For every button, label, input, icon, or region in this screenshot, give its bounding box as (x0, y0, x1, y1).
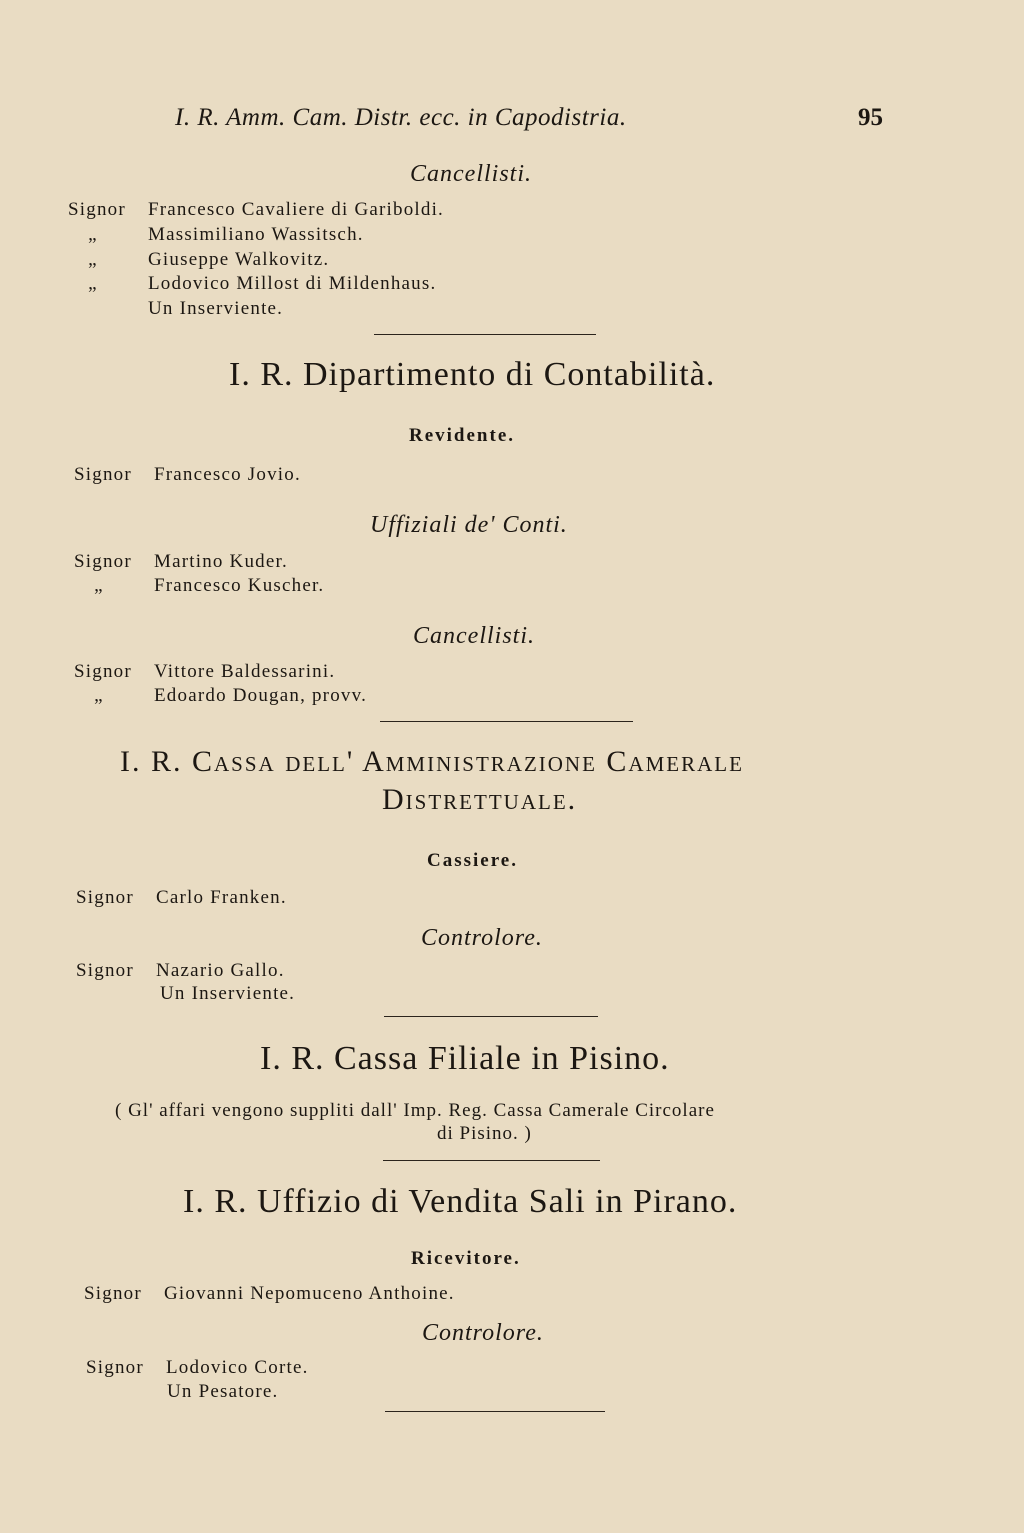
person-name: Lodovico Millost di Mildenhaus. (148, 273, 437, 294)
controlore-heading: Controlore. (421, 925, 543, 951)
ditto-mark: „ (94, 575, 104, 596)
list-item (74, 661, 335, 683)
list-item (76, 887, 287, 909)
signor-label: Signor (76, 887, 134, 908)
section-title-cassa-amministrazione: I. R. Cassa dell' Amministrazione Camerale (120, 745, 744, 778)
signor-label: Signor (68, 199, 126, 220)
page-number: 95 (858, 104, 883, 131)
list-item (68, 273, 436, 295)
list-item (148, 298, 283, 320)
section-title-cassa-filiale: I. R. Cassa Filiale in Pisino. (260, 1040, 670, 1077)
person-name: Francesco Cavaliere di Gariboldi. (148, 199, 445, 220)
uffiziali-heading: Uffiziali de' Conti. (370, 512, 568, 538)
person-name: Giuseppe Walkovitz. (148, 249, 330, 270)
person-name: Martino Kuder. (154, 551, 288, 572)
list-item (68, 199, 444, 221)
cassa-filiale-note-line1: ( Gl' affari vengono suppliti dall' Imp. Reg. Cassa Camerale Circolare (115, 1100, 715, 1121)
section-title-dipartimento: I. R. Dipartimento di Contabilità. (229, 356, 716, 393)
controlore-heading: Controlore. (422, 1320, 544, 1346)
list-item (74, 575, 324, 597)
section-divider (380, 721, 633, 722)
list-item (84, 1283, 455, 1305)
section-divider (385, 1411, 605, 1412)
section-divider (384, 1016, 598, 1017)
cancellisti-heading: Cancellisti. (410, 161, 532, 187)
cassiere-heading: Cassiere. (427, 850, 518, 871)
cassa-filiale-note-line2: di Pisino. ) (437, 1123, 532, 1144)
person-name: Un Inserviente. (148, 298, 284, 319)
person-name: Giovanni Nepomuceno Anthoine. (164, 1283, 455, 1304)
section-divider (374, 334, 596, 335)
signor-label: Signor (74, 464, 132, 485)
list-item (68, 249, 329, 271)
signor-label: Signor (74, 661, 132, 682)
revidente-heading: Revidente. (409, 425, 516, 446)
person-name: Massimiliano Wassitsch. (148, 224, 364, 245)
running-title: I. R. Amm. Cam. Distr. ecc. in Capodistria. (175, 104, 627, 131)
signor-label: Signor (74, 551, 132, 572)
list-item (74, 685, 367, 707)
cancellisti-heading: Cancellisti. (413, 623, 535, 649)
person-name: Francesco Jovio. (154, 464, 301, 485)
list-item (76, 960, 285, 982)
section-divider (383, 1160, 600, 1161)
ditto-mark: „ (88, 273, 98, 294)
person-name: Carlo Franken. (156, 887, 287, 908)
signor-label: Signor (76, 960, 134, 981)
list-item (160, 983, 295, 1005)
list-item (86, 1357, 309, 1379)
person-name: Lodovico Corte. (166, 1357, 309, 1378)
person-name: Francesco Kuscher. (154, 575, 325, 596)
section-title-cassa-amministrazione-line2: Distrettuale. (382, 783, 578, 816)
signor-label: Signor (86, 1357, 144, 1378)
person-name: Vittore Baldessarini. (154, 661, 336, 682)
list-item (167, 1381, 279, 1403)
person-name: Edoardo Dougan, provv. (154, 685, 368, 706)
person-name: Un Inserviente. (160, 983, 296, 1004)
list-item (74, 551, 288, 573)
person-name: Nazario Gallo. (156, 960, 285, 981)
ricevitore-heading: Ricevitore. (411, 1248, 521, 1269)
list-item (68, 224, 364, 246)
ditto-mark: „ (88, 249, 98, 270)
ditto-mark: „ (88, 224, 98, 245)
person-name: Un Pesatore. (167, 1381, 279, 1402)
list-item (74, 464, 301, 486)
section-title-uffizio-vendita: I. R. Uffizio di Vendita Sali in Pirano. (183, 1183, 738, 1220)
ditto-mark: „ (94, 685, 104, 706)
signor-label: Signor (84, 1283, 142, 1304)
